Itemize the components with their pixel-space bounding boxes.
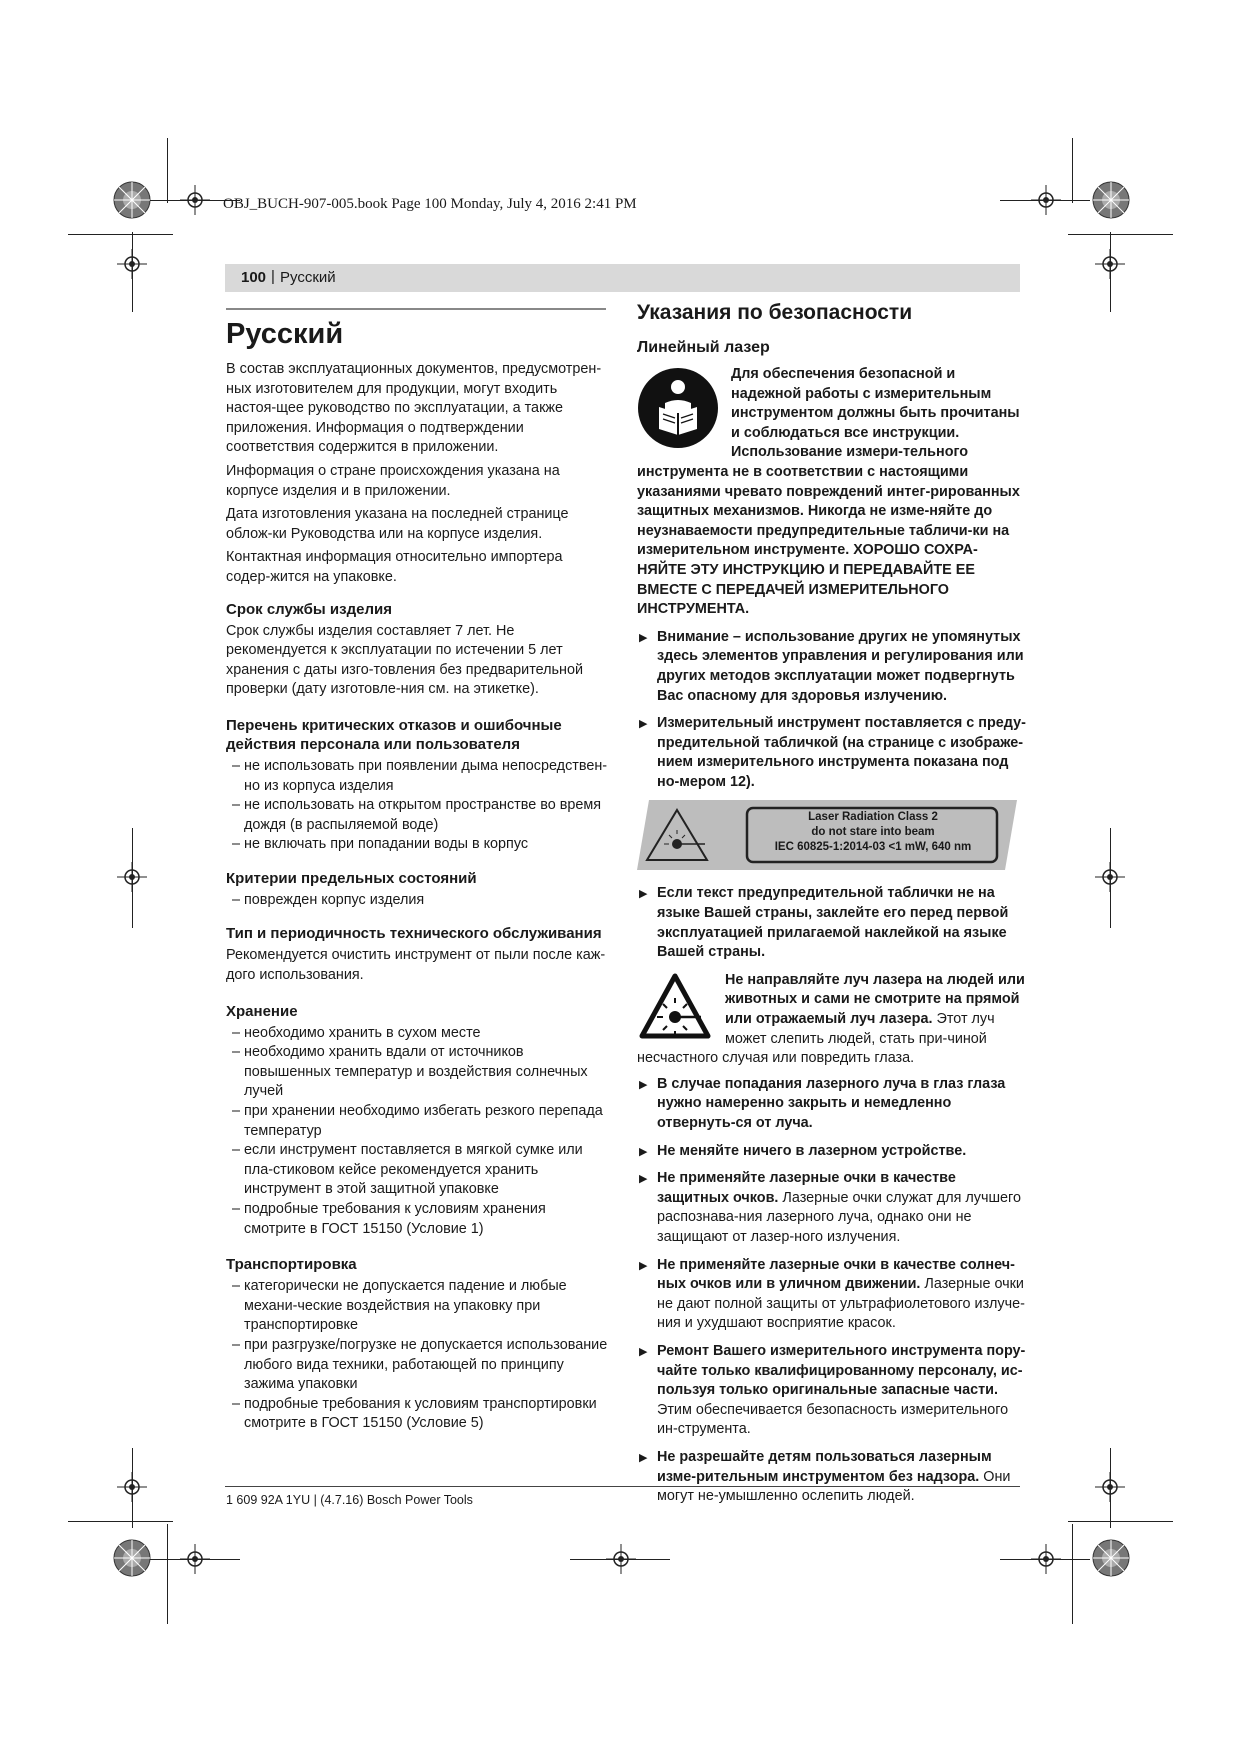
- bullet-item: [637, 1075, 1027, 1134]
- list-item: – не использовать на открытом пространстве во время дождя (в распыляемой воде): [232, 797, 602, 833]
- bullet-arrow-icon: ▶: [639, 1451, 648, 1464]
- bullet-item: [637, 884, 1027, 962]
- color-wheel-icon: [112, 1538, 152, 1578]
- safety-intro: Для обеспечения безопасной и надежной работы с измерительным инструментом должны быть прочитаны и соблюдаться все инструкции. Использование измери-тельного инструмента не в соответствии с настоящими указаниями чревато повреждений интег-рированных защитных механизмов. Никогда не изме-няйте до неузнаваемости предупредительные табличи-ки на измерительном инструменте. ХОРОШО СОХРА-НЯЙТЕ ЭТУ ИНСТРУКЦИЮ И ПЕРЕДАВАЙТЕ ЕЕ ВМЕСТЕ С ПЕРЕДАЧЕЙ ИЗМЕРИТЕЛЬНОГО ИНСТРУМЕНТА.: [637, 366, 1020, 618]
- footer-rule: [225, 1486, 1020, 1487]
- bullet-arrow-icon: ▶: [639, 888, 648, 901]
- section-heading: Хранение: [226, 1002, 298, 1020]
- section-heading: Перечень критических отказов и ошибочные действия персонала или пользователя: [226, 716, 562, 753]
- bullet-arrow-icon: ▶: [639, 1345, 648, 1358]
- bullet-arrow-icon: ▶: [639, 1259, 648, 1272]
- bullet-text: В случае попадания лазерного луча в глаз глаза нужно намеренно закрыть и немедленно отвернуть-ся от луча.: [657, 1075, 1006, 1131]
- safety-subtitle: Линейный лазер: [637, 339, 770, 356]
- laser-hazard-icon: [639, 973, 711, 1039]
- bullet-item: [637, 1256, 1027, 1334]
- bullet-arrow-icon: ▶: [639, 631, 648, 644]
- bullet-text: Измерительный инструмент поставляется с преду-предительной табличкой (на странице с изображе-нием измерительного инструмента показана под но-мером 12).: [657, 715, 1026, 790]
- bullet-arrow-icon: ▶: [639, 1078, 648, 1091]
- list-item: – поврежден корпус изделия: [232, 891, 425, 908]
- laser-label-line: Laser Radiation Class 2: [808, 811, 938, 824]
- title-rule: [226, 308, 606, 310]
- bullet-arrow-icon: ▶: [639, 1145, 648, 1158]
- page-title: Русский: [226, 318, 344, 350]
- bullet-item: [637, 1342, 1027, 1440]
- color-wheel-icon: [1091, 180, 1131, 220]
- section-text: Рекомендуется очистить инструмент от пыли после каж-дого использования.: [226, 947, 606, 984]
- section-text: Срок службы изделия составляет 7 лет. Не рекомендуется к эксплуатации по истечении 5 лет хранения с даты изго-товления без предварительной проверки (дату изготовле-ния см. на этикетке).: [226, 622, 584, 698]
- right-column: [637, 300, 1027, 1515]
- laser-warning-text: Этот луч может слепить людей, стать при-чиной несчастного случая или повредить глаза.: [637, 1011, 995, 1067]
- list-item: – подробные требования к условиям хранения смотрите в ГОСТ 15150 (Условие 1): [232, 1201, 546, 1237]
- list-item: – категорически не допускается падение и любые механи-ческие воздействия на упаковку при транспортировке: [232, 1278, 567, 1334]
- bullet-text: Они могут не-умышленно ослепить людей.: [657, 1468, 1011, 1505]
- laser-label-line: do not stare into beam: [811, 826, 935, 839]
- list-item: – необходимо хранить в сухом месте: [232, 1024, 481, 1041]
- laser-warning-label: [637, 800, 1027, 870]
- list-item: – не использовать при появлении дыма непосредствен-но из корпуса изделия: [232, 757, 608, 794]
- section-heading: Тип и периодичность технического обслуживания: [226, 925, 602, 943]
- bullet-text-bold: Не разрешайте детям пользоваться лазерным изме-рительным инструментом без надзора.: [657, 1448, 992, 1485]
- page-header: [225, 264, 1020, 292]
- bullet-text: Этим обеспечивается безопасность измерительного ин-струмента.: [657, 1401, 1009, 1438]
- bullet-text: Не меняйте ничего в лазерном устройстве.: [657, 1142, 967, 1159]
- section-heading: Критерии предельных состояний: [226, 869, 477, 887]
- bullet-arrow-icon: ▶: [639, 1173, 648, 1186]
- bullet-text: Внимание – использование других не упомянутых здесь элементов управления и регулирования или других методов эксплуатации может подвергнуть Вас опасному для здоровья излучению.: [657, 628, 1024, 704]
- read-manual-icon: [637, 367, 719, 449]
- laser-warning-bold: Не направляйте луч лазера на людей или животных и сами не смотрите на прямой или отражаемый луч лазера.: [725, 971, 1025, 1028]
- list-item: – если инструмент поставляется в мягкой сумке или пла-стиковом кейсе рекомендуется хранить инструмент в этой защитной упаковке: [232, 1142, 583, 1198]
- page-number: 100: [241, 269, 267, 286]
- bullet-text: Если текст предупредительной таблички не на языке Вашей страны, заклейте его перед первой эксплуатацией прилагаемой наклейкой на языке Вашей страны.: [657, 885, 1009, 961]
- laser-label-text: [749, 810, 997, 855]
- page-footer: 1 609 92A 1YU | (4.7.16) Bosch Power Tools: [226, 1493, 473, 1507]
- bullet-item: [637, 1142, 1027, 1162]
- color-wheel-icon: [112, 180, 152, 220]
- intro-paragraph: Информация о стране происхождения указана на корпусе изделия и в приложении.: [226, 462, 560, 499]
- bullet-item: [637, 1169, 1027, 1247]
- left-column: [226, 300, 610, 1434]
- section-heading: Транспортировка: [226, 1256, 357, 1274]
- list-item: – при разгрузке/погрузке не допускается использование любого вида техники, работающей по принципу зажима упаковки: [232, 1336, 608, 1393]
- bullet-arrow-icon: ▶: [639, 718, 648, 731]
- bullet-item: [637, 1448, 1027, 1507]
- color-wheel-icon: [1091, 1538, 1131, 1578]
- header-language: Русский: [280, 269, 336, 286]
- bullet-text-bold: Ремонт Вашего измерительного инструмента пору-чайте только квалифицированному персоналу, ис-пользуя только оригинальные запасные части.: [657, 1342, 1026, 1399]
- bullet-item: [637, 628, 1027, 706]
- list-item: – необходимо хранить вдали от источников повышенных температур и воздействия солнечных лучей: [232, 1044, 588, 1100]
- intro-paragraph: Контактная информация относительно импортера содер-жится на упаковке.: [226, 549, 563, 585]
- bullet-text: Лазерные очки служат для лучшего распознава-ния лазерного луча, однако они не защищают от лазер-ного излучения.: [657, 1189, 1021, 1245]
- list-item: – не включать при попадании воды в корпус: [232, 836, 529, 853]
- section-heading: Срок службы изделия: [226, 600, 392, 618]
- safety-title: Указания по безопасности: [637, 301, 913, 324]
- laser-hazard-block: [637, 971, 1027, 1069]
- laser-label-line: IEC 60825-1:2014-03 <1 mW, 640 nm: [774, 841, 972, 854]
- bullet-text: Лазерные очки не дают полной защиты от ультрафиолетового излуче-ния и ухудшают восприятие красок.: [657, 1276, 1025, 1332]
- intro-paragraph: Дата изготовления указана на последней странице облож-ки Руководства или на корпусе изделия.: [226, 506, 569, 542]
- bullet-text-bold: Не применяйте лазерные очки в качестве солнеч-ных очков или в уличном движении.: [657, 1256, 1015, 1293]
- print-meta-line: OBJ_BUCH-907-005.book Page 100 Monday, July 4, 2016 2:41 PM: [223, 196, 637, 212]
- read-manual-block: [637, 365, 1027, 620]
- list-item: – подробные требования к условиям транспортировки смотрите в ГОСТ 15150 (Условие 5): [232, 1395, 597, 1432]
- bullet-text-bold: Не применяйте лазерные очки в качестве защитных очков.: [657, 1170, 956, 1206]
- intro-paragraph: В состав эксплуатационных документов, предусмотрен-ных изготовителем для продукции, могут входить настоя-щее руководство по эксплуатации, а также приложения. Информация о подтверждении соответствия содержится в приложении.: [226, 361, 602, 456]
- header-separator: |: [271, 268, 275, 285]
- bullet-item: [637, 714, 1027, 792]
- list-item: – при хранении необходимо избегать резкого перепада температур: [232, 1103, 603, 1139]
